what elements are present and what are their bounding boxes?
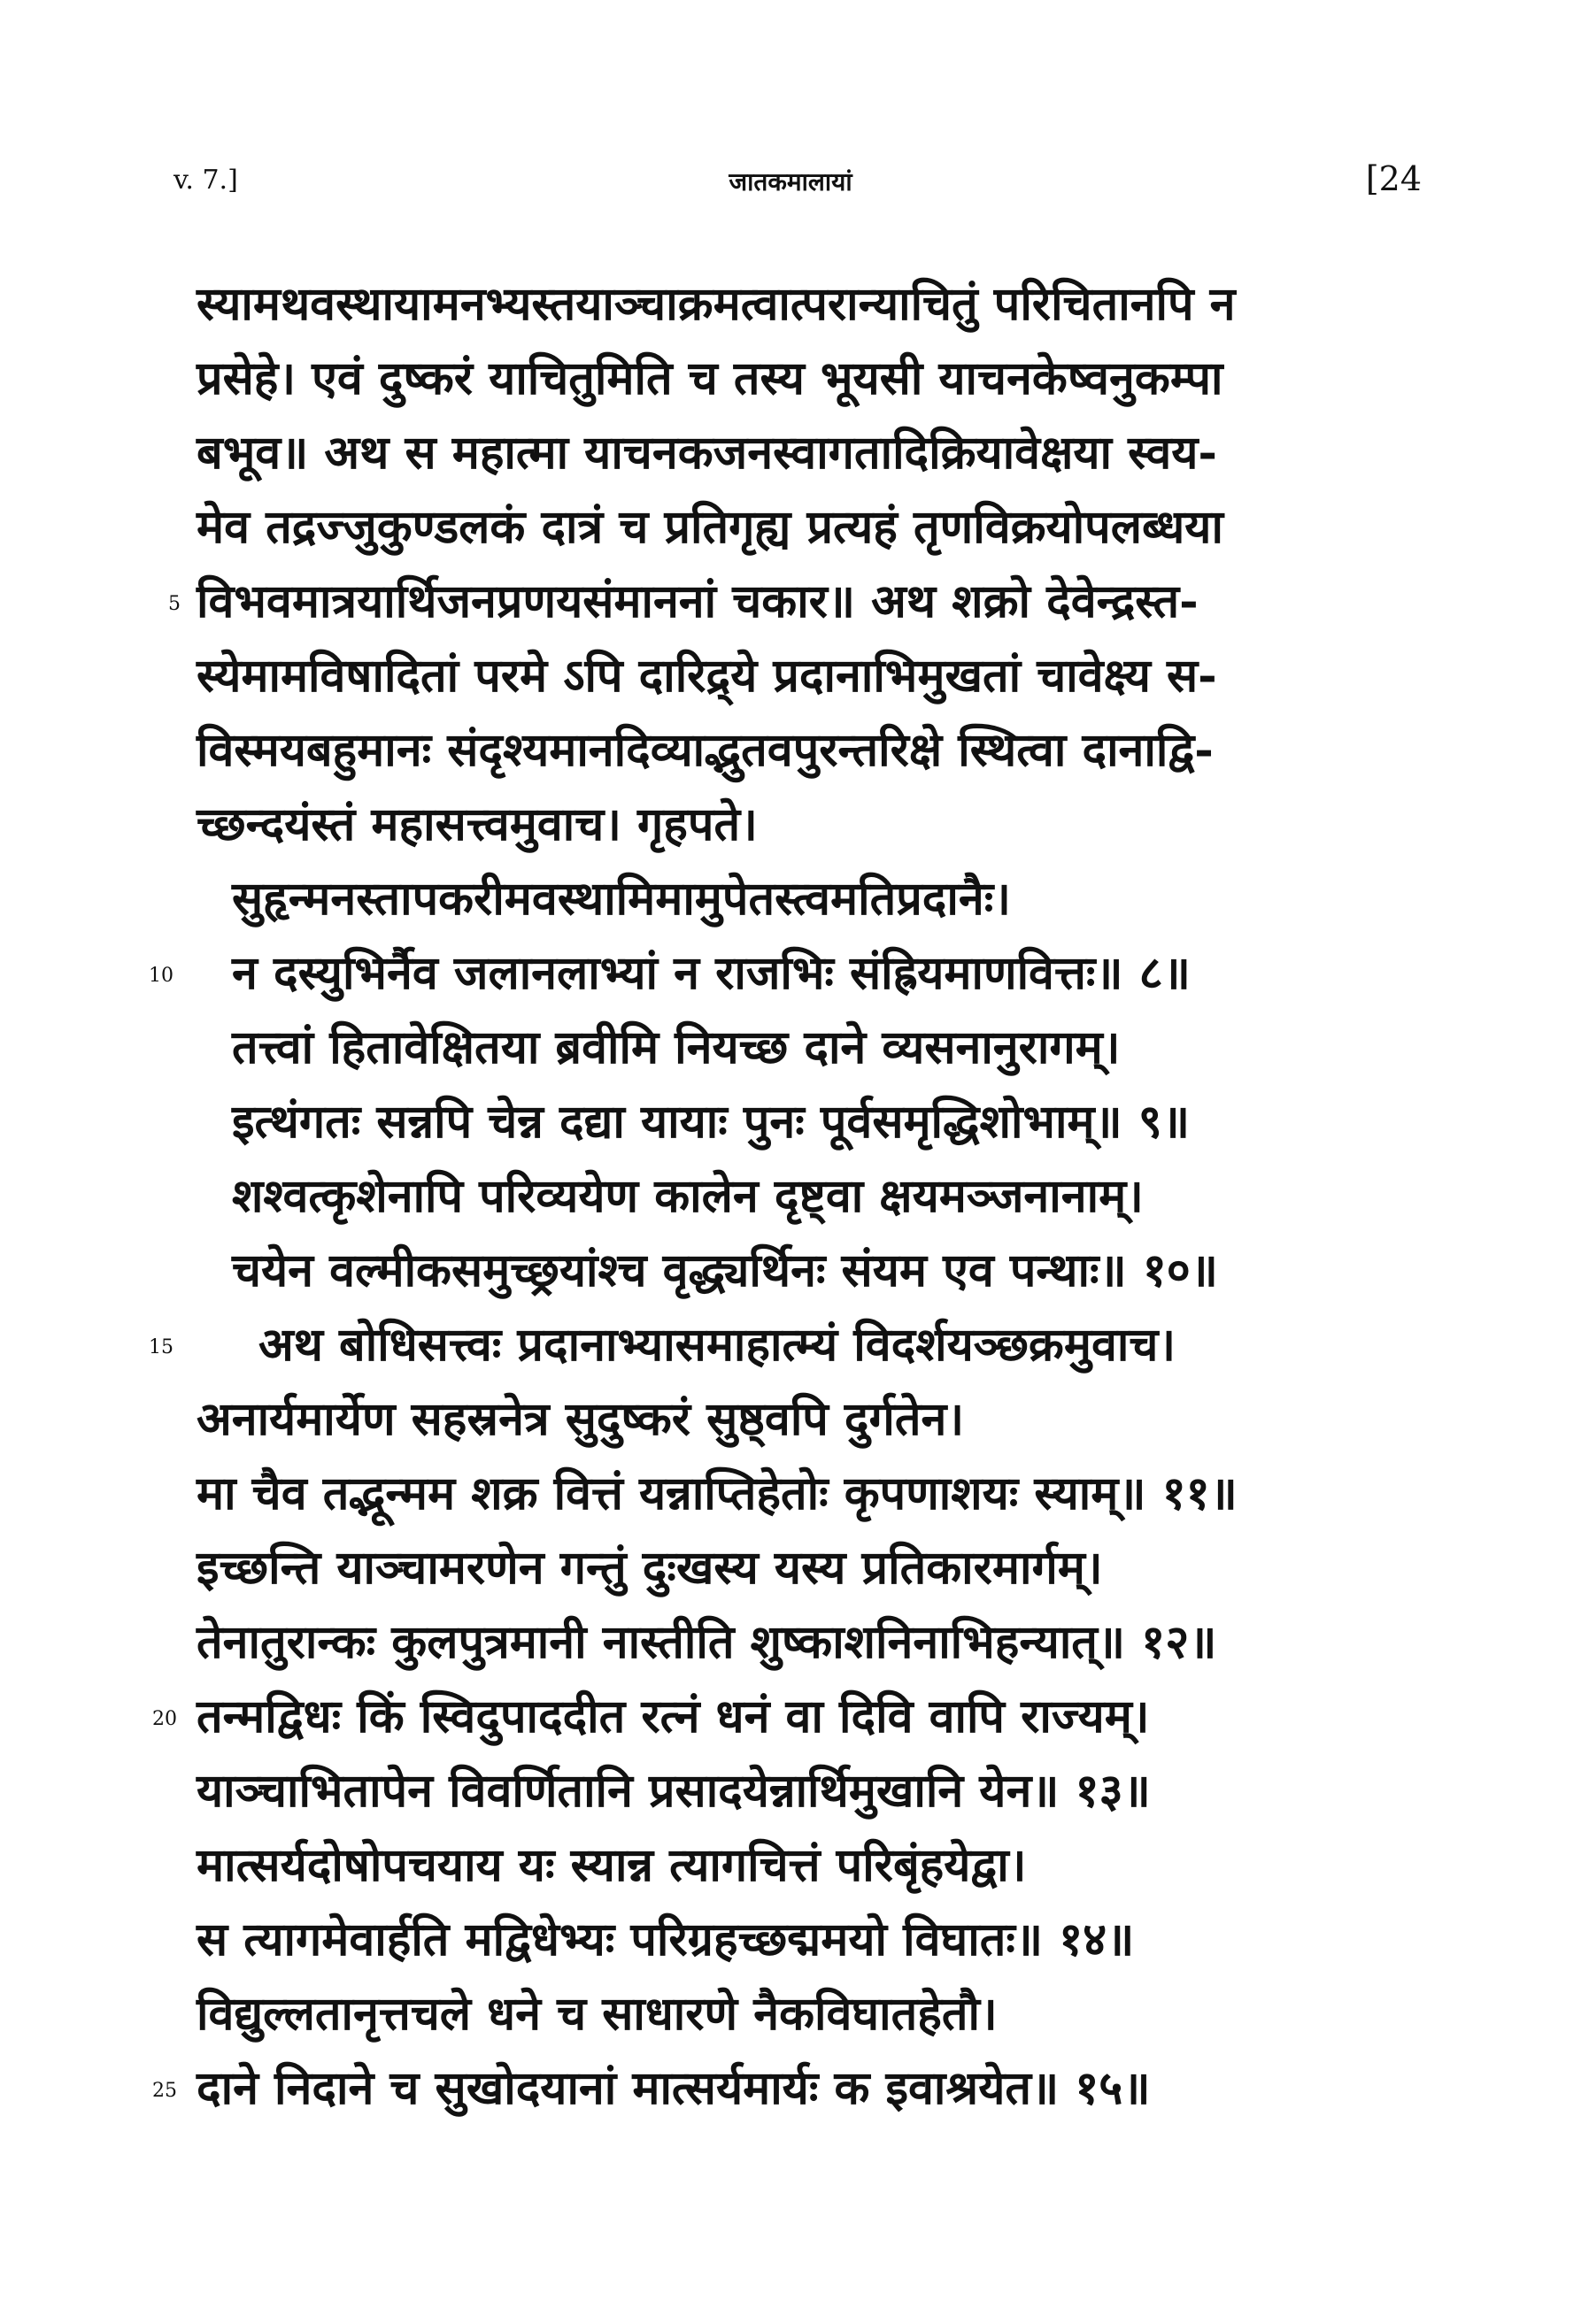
- verse-line: मा चैव तद्भून्मम शक्र वित्तं यन्नाप्तिहेतोः कृपणाशयः स्याम्॥ ११॥: [197, 1466, 1238, 1520]
- text-line: स्यामथवस्थायामनभ्यस्तयाञ्चाक्रमत्वात्परान्याचितुं परिचितानपि न: [197, 277, 1236, 331]
- text-line: प्रसेहे। एवं दुष्करं याचितुमिति च तस्य भूयसी याचनकेष्वनुकम्पा: [197, 351, 1223, 405]
- verse-line: तन्मद्विधः किं स्विदुपाददीत रत्नं धनं वा दिवि वापि राज्यम्।: [197, 1689, 1150, 1743]
- running-title: जातकमालायां: [729, 167, 852, 196]
- verse-line: दाने निदाने च सुखोदयानां मात्सर्यमार्यः क इवाश्रयेत॥ १५॥: [197, 2061, 1151, 2115]
- verse-line: याञ्चाभितापेन विवर्णितानि प्रसादयेन्नार्थिमुखानि येन॥ १३॥: [197, 1764, 1151, 1818]
- verse-line: विद्युल्लतानृत्तचले धने च साधारणे नैकविघातहेतौ।: [197, 1987, 998, 2041]
- line-number: 20: [152, 1708, 177, 1730]
- verse-line: इच्छन्ति याञ्चामरणेन गन्तुं दुःखस्य यस्य प्रतिकारमार्गम्।: [197, 1541, 1103, 1595]
- text-line: च्छन्दयंस्तं महासत्त्वमुवाच। गृहपते।: [197, 797, 758, 851]
- text-line: विभवमात्रयार्थिजनप्रणयसंमाननां चकार॥ अथ शक्रो देवेन्द्रस्त-: [197, 574, 1199, 628]
- verse-line: शश्वत्कृशेनापि परिव्ययेण कालेन दृष्ट्वा क्षयमञ्जनानाम्।: [232, 1169, 1144, 1223]
- verse-reference: v. 7.]: [174, 165, 238, 196]
- verse-line: चयेन वल्मीकसमुच्छ्रयांश्च वृद्ध्यर्थिनः संयम एव पन्थाः॥ १०॥: [232, 1243, 1218, 1297]
- line-number: 15: [149, 1336, 174, 1358]
- text-line: विस्मयबहुमानः संदृश्यमानदिव्याद्भुतवपुरन्तरिक्षे स्थित्वा दानाद्वि-: [197, 723, 1214, 777]
- verse-line: स त्यागमेवार्हति मद्विधेभ्यः परिग्रहच्छद्ममयो विघातः॥ १४॥: [197, 1912, 1135, 1966]
- verse-line: तेनातुरान्कः कुलपुत्रमानी नास्तीति शुष्काशनिनाभिहन्यात्॥ १२॥: [197, 1615, 1217, 1669]
- text-line: अथ बोधिसत्त्वः प्रदानाभ्यासमाहात्म्यं विदर्शयञ्छक्रमुवाच।: [258, 1318, 1176, 1372]
- verse-line: मात्सर्यदोषोपचयाय यः स्यान्न त्यागचित्तं परिबृंहयेद्वा।: [197, 1838, 1027, 1892]
- page-header: [0, 159, 1581, 218]
- line-number: 5: [168, 593, 181, 615]
- text-line: बभूव॥ अथ स महात्मा याचनकजनस्वागतादिक्रियावेक्षया स्वय-: [197, 426, 1217, 480]
- verse-line: सुहृन्मनस्तापकरीमवस्थामिमामुपेतस्त्वमतिप्रदानैः।: [232, 872, 1011, 926]
- line-number: 25: [152, 2080, 177, 2102]
- verse-line: तत्त्वां हितावेक्षितया ब्रवीमि नियच्छ दाने व्यसनानुरागम्।: [232, 1020, 1121, 1074]
- verse-line: न दस्युभिर्नैव जलानलाभ्यां न राजभिः संह्रियमाणवित्तः॥ ८॥: [232, 946, 1191, 1000]
- verse-line: इत्थंगतः सन्नपि चेन्न दद्या यायाः पुनः पूर्वसमृद्धिशोभाम्॥ ९॥: [232, 1095, 1190, 1149]
- text-line: स्येमामविषादितां परमे ऽपि दारिद्र्ये प्रदानाभिमुखतां चावेक्ष्य स-: [197, 649, 1217, 703]
- verse-line: अनार्यमार्येण सहस्रनेत्र सुदुष्करं सुष्ठ्वपि दुर्गतेन।: [197, 1392, 965, 1446]
- page-number: [24: [1365, 159, 1422, 198]
- text-line: मेव तद्रज्जुकुण्डलकं दात्रं च प्रतिगृह्य प्रत्यहं तृणविक्रयोपलब्धया: [197, 500, 1223, 554]
- line-number: 10: [149, 965, 174, 987]
